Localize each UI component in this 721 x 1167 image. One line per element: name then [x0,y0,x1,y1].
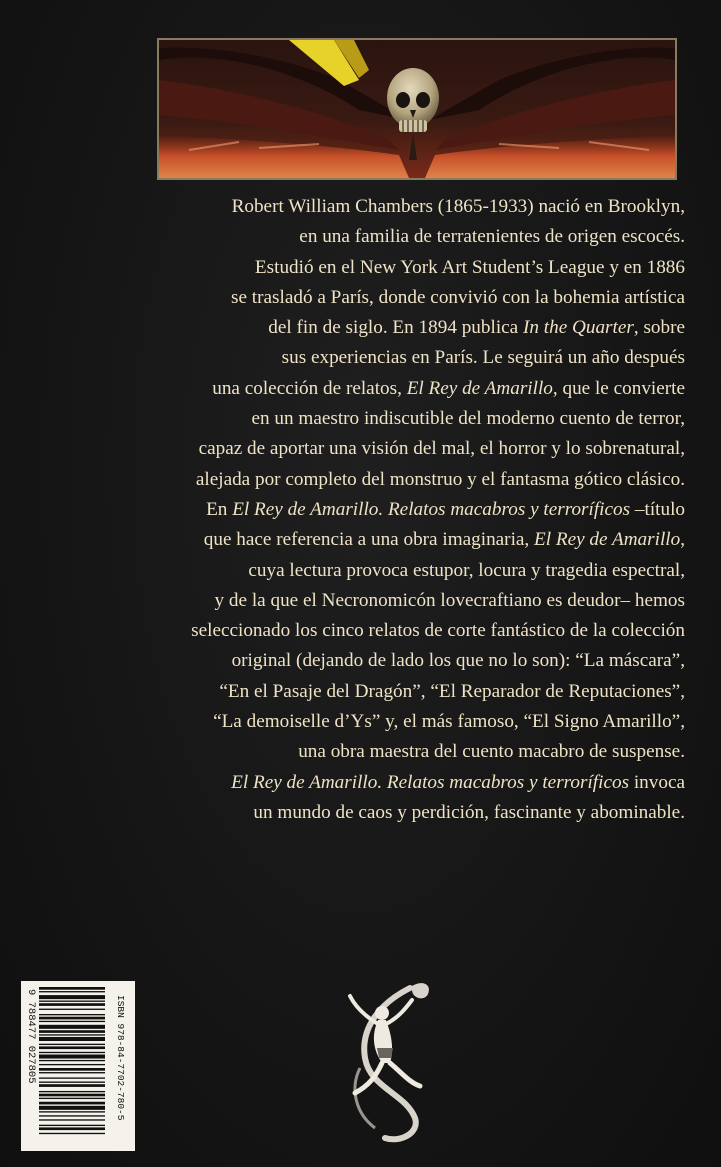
skull-wings-illustration [159,40,675,178]
barcode-bar [39,1064,105,1065]
synopsis-line: capaz de aportar una visión del mal, el horror y lo sobrenatural, [198,438,685,460]
synopsis-line: Robert William Chambers (1865-1933) nació en Brooklyn, [231,196,685,217]
dancer-serpent-emblem [320,968,455,1148]
barcode-bar [39,1119,105,1120]
cover-artwork-skull-wings [157,38,677,180]
synopsis-line: y de la que el Necronomicón lovecraftiano es deudor– hemos [214,589,685,611]
barcode-bar [39,1052,105,1053]
book-title-italic: In the Quarter [523,317,634,339]
barcode-bar [39,987,105,990]
barcode-bar [39,995,105,999]
barcode-bar [39,1125,105,1126]
barcode-bar [39,1009,105,1010]
barcode-bar [39,1014,105,1015]
barcode-bar [39,1055,105,1059]
synopsis-line: un mundo de caos y perdición, fascinante y abominable. [253,801,685,823]
synopsis-line: “En el Pasaje del Dragón”, “El Reparador de Reputaciones”, [219,680,685,702]
synopsis-line: una obra maestra del cuento macabro de suspense. [298,741,685,763]
barcode-bar [39,1046,105,1049]
barcode-graphic [21,981,135,1151]
barcode-bar [39,1025,105,1029]
barcode-bar [39,1102,105,1105]
book-title-italic: El Rey de Amarillo [406,377,553,399]
synopsis-line: seleccionado los cinco relatos de corte fantástico de la colección [191,620,685,642]
synopsis-line: del fin de siglo. En 1894 publica In the Quarter, sobre [268,317,685,339]
barcode-bar [39,1030,105,1033]
book-title-italic: El Rey de Amarillo [534,529,681,551]
barcode-bar [39,1034,105,1035]
synopsis-line: se trasladó a París, donde convivió con la bohemia artística [231,286,685,308]
barcode-bar [39,1084,105,1087]
publisher-logo-dancer-serpent [320,968,455,1148]
barcode-bar [39,1127,105,1130]
barcode-bar [39,1115,105,1116]
barcode-bar [39,1111,105,1112]
barcode-bar [39,1037,105,1041]
barcode-bar [39,1068,105,1071]
barcode-bar [39,1003,105,1006]
barcode-bar [39,1106,105,1110]
book-title-italic: El Rey de Amarillo. Relatos macabros y terroríficos [231,771,630,793]
barcode-bar [39,1077,105,1078]
synopsis-line: en un maestro indiscutible del moderno cuento de terror, [251,408,685,430]
synopsis-line: que hace referencia a una obra imaginaria, El Rey de Amarillo, [203,529,685,551]
synopsis-line: sus experiencias en París. Le seguirá un año después [281,347,685,369]
barcode-bar [39,1017,105,1020]
synopsis-line: Estudió en el New York Art Student’s League y en 1886 [254,256,685,278]
barcode-bar [39,1091,105,1092]
barcode-bar [39,1094,105,1097]
synopsis-line: cuya lectura provoca estupor, locura y tragedia espectral, [248,559,685,581]
synopsis-line: en una familia de terratenientes de origen escocés. [299,226,685,248]
book-title-italic: El Rey de Amarillo. Relatos macabros y terroríficos [232,498,631,520]
barcode-bar [39,1044,105,1045]
barcode-bar [39,1082,105,1083]
barcode-bar [39,1021,105,1022]
barcode-bars [39,987,105,1134]
synopsis-text [80,192,685,828]
synopsis-line: alejada por completo del monstruo y el fantasma gótico clásico. [195,468,685,490]
barcode-bar [39,1072,105,1073]
synopsis-line: El Rey de Amarillo. Relatos macabros y terroríficos invoca [231,771,685,793]
barcode-bar [39,1133,105,1134]
synopsis-line: una colección de relatos, El Rey de Amarillo, que le convierte [212,377,685,399]
barcode-bar [39,1001,105,1002]
synopsis-line: original (dejando de lado los que no lo son): “La máscara”, [231,650,685,672]
isbn-label: ISBN 978-84-7702-780-5 [115,995,126,1121]
barcode-bar [39,1098,105,1099]
ean-digits: 9 788477 027805 [25,989,37,1084]
isbn-barcode [21,981,135,1151]
barcode-bar [39,1060,105,1061]
synopsis-line: “La demoiselle d’Ys” y, el más famoso, “El Signo Amarillo”, [213,711,685,733]
barcode-bar [39,991,105,992]
synopsis-line: En El Rey de Amarillo. Relatos macabros y terroríficos –título [206,498,685,520]
